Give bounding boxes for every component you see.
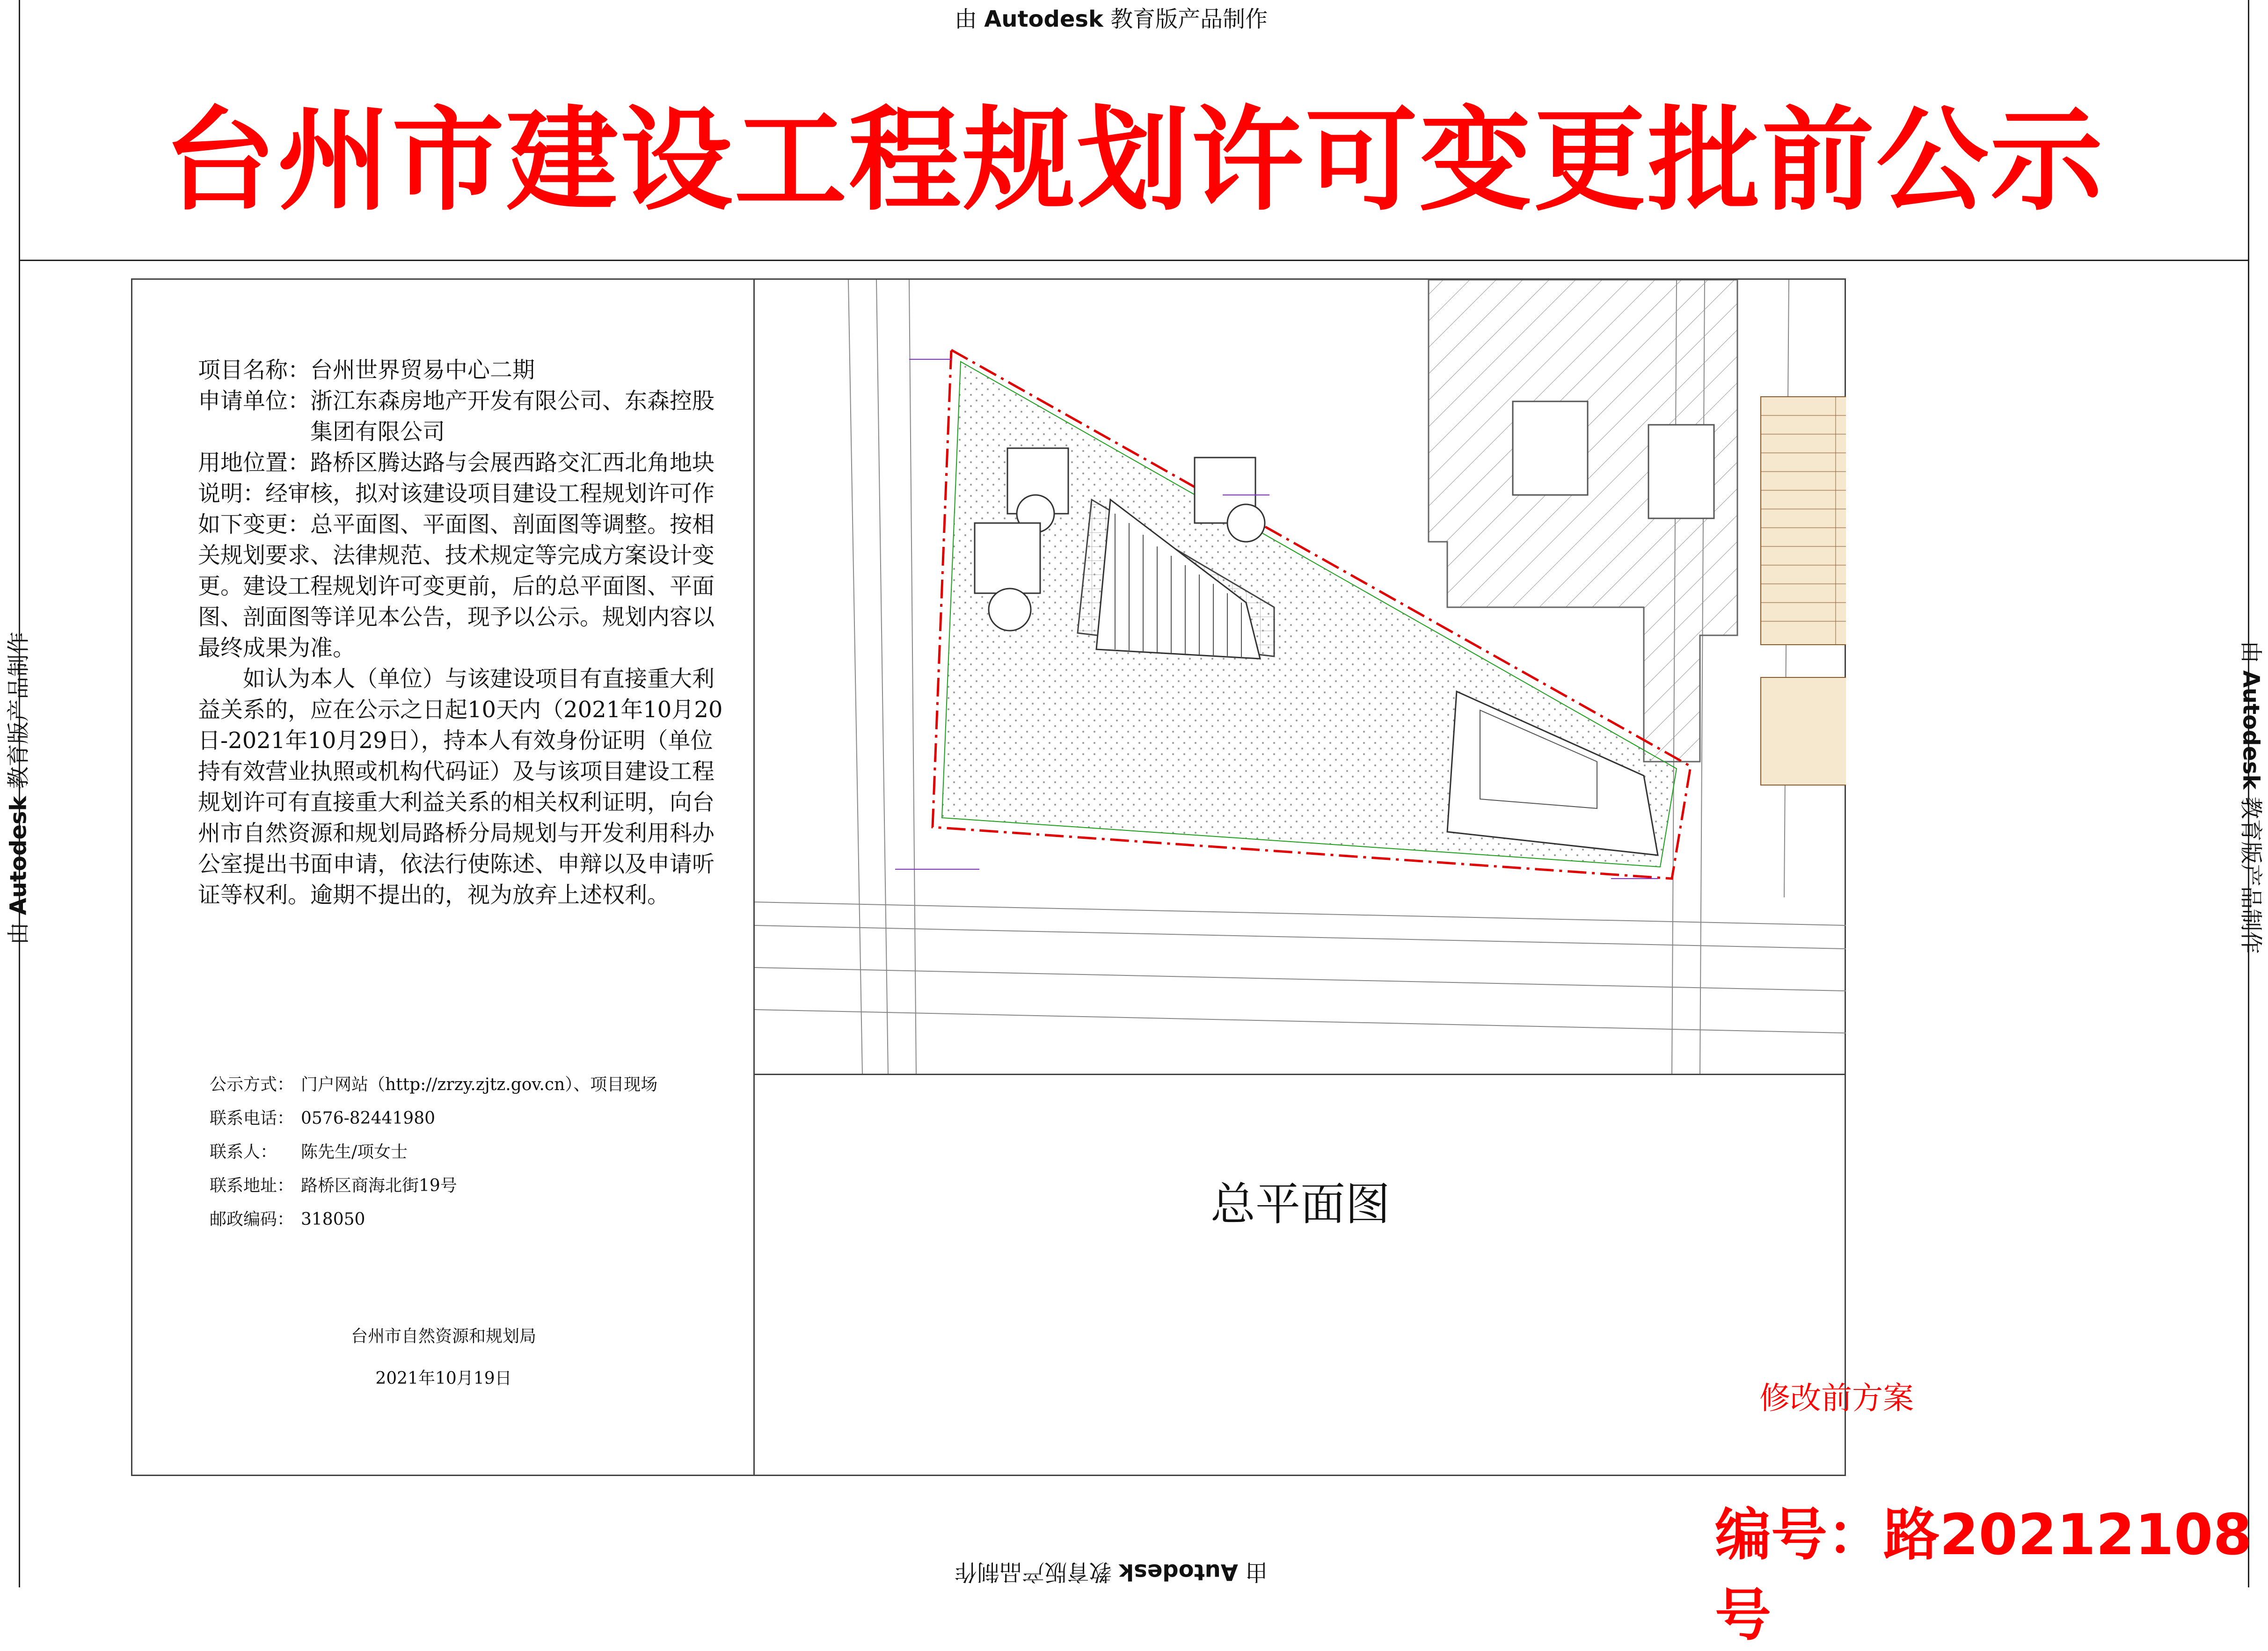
watermark-right: 由 Autodesk 教育版产品制作 <box>2237 641 2268 945</box>
location: 路桥区腾达路与会展西路交汇西北角地块 <box>310 447 715 478</box>
map-caption: 总平面图 <box>755 1169 1846 1233</box>
contact-info <box>210 1068 657 1236</box>
project-name: 台州世界贸易中心二期 <box>310 355 535 385</box>
location-row: 用地位置： 路桥区腾达路与会展西路交汇西北角地块 <box>198 447 727 478</box>
notice-text-column <box>132 280 755 1475</box>
contact-row: 公示方式： 门户网站（http://zrzy.zjtz.gov.cn）、项目现场 <box>210 1068 657 1102</box>
scheme-label: 修改前方案 <box>1759 1373 1914 1418</box>
project-info <box>198 355 727 910</box>
contact-row: 联系地址： 路桥区商海北街19号 <box>210 1169 657 1203</box>
courtyard-2 <box>1648 425 1714 518</box>
watermark-top: 由 Autodesk 教育版产品制作 <box>955 1 1268 33</box>
contact-row: 联系电话： 0576-82441980 <box>210 1102 657 1135</box>
technical-table <box>1761 397 1846 785</box>
header-divider <box>19 260 2249 261</box>
watermark-bottom: 由 Autodesk 教育版产品制作 <box>955 1558 1268 1590</box>
contact-row: 联系人： 陈先生/项女士 <box>210 1135 657 1169</box>
page-title: 台州市建设工程规划许可变更批前公示 <box>0 70 2268 232</box>
issuer: 台州市自然资源和规划局 <box>132 1323 755 1347</box>
courtyard-1 <box>1513 401 1588 495</box>
project-name-row: 项目名称： 台州世界贸易中心二期 <box>198 355 727 385</box>
applicant-row: 申请单位： 浙江东森房地产开发有限公司、东森控股集团有限公司 <box>198 385 727 447</box>
document-number: 编号：路20212108号 <box>1715 1490 2268 1651</box>
notice-text: 如认为本人（单位）与该建设项目有直接重大利益关系的，应在公示之日起10天内（2021年10月20日-2021年10月29日），持本人有效身份证明（单位持有效营业执照或机构代码证）及与该项目建设工程规划许可有直接重大利益关系的相关权利证明，向台州市自然资源和规划局路桥分局规划与开发利用科办公室提出书面申请，依法行使陈述、申辩以及申请听证等权利。逾期不提出的，视为放弃上述权利。 <box>198 663 727 910</box>
site-plan-drawing <box>755 280 1846 1075</box>
applicant: 浙江东森房地产开发有限公司、东森控股集团有限公司 <box>310 385 727 447</box>
site-plan-svg <box>755 280 1846 1075</box>
issue-date: 2021年10月19日 <box>132 1365 755 1389</box>
notice-panel <box>131 278 1846 1476</box>
description: 说明：经审核，拟对该建设项目建设工程规划许可作如下变更：总平面图、平面图、剖面图等调整。按相关规划要求、法律规范、技术规定等完成方案设计变更。建设工程规划许可变更前，后的总平面图、平面图、剖面图等详见本公告，现予以公示。规划内容以最终成果为准。 <box>198 478 727 663</box>
contact-row: 邮政编码： 318050 <box>210 1203 657 1236</box>
watermark-left: 由 Autodesk 教育版产品制作 <box>0 641 33 945</box>
